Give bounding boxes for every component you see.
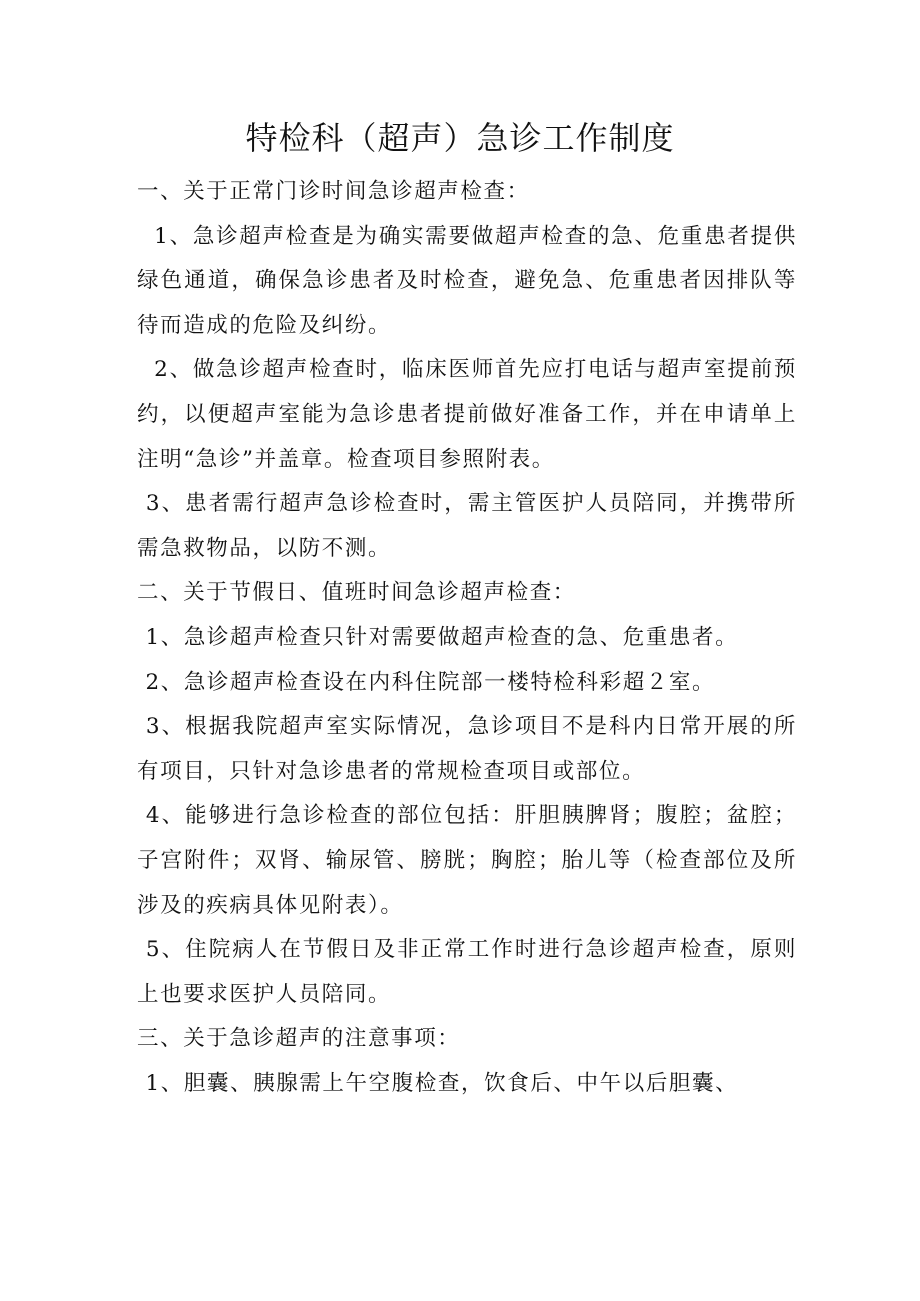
section-heading-1: 一、关于正常门诊时间急诊超声检查： <box>137 179 530 204</box>
paragraph-3-1: 1、胆囊、胰腺需上午空腹检查，饮食后、中午以后胆囊、 <box>137 1070 739 1096</box>
document-body <box>137 170 797 1106</box>
paragraph-1-3: 3、患者需行超声急诊检查时，需主管医护人员陪同，并携带所需急救物品，以防不测。 <box>137 491 798 561</box>
paragraph-2-3: 3、根据我院超声室实际情况，急诊项目不是科内日常开展的所有项目，只针对急诊患者的常规检查项目或部位。 <box>137 714 798 784</box>
paragraph-1-1: 1、急诊超声检查是为确实需要做超声检查的急、危重患者提供绿色通道，确保急诊患者及时检查，避免急、危重患者因排队等待而造成的危险及纠纷。 <box>137 223 797 338</box>
paragraph-1-2: 2、做急诊超声检查时，临床医师首先应打电话与超声室提前预约，以便超声室能为急诊患者提前做好准备工作，并在申请单上注明“急诊”并盖章。检查项目参照附表。 <box>137 357 797 472</box>
document-title: 特检科（超声）急诊工作制度 <box>245 119 675 157</box>
paragraph-2-4: 4、能够进行急诊检查的部位包括：肝胆胰脾肾；腹腔；盆腔；子宫附件；双肾、输尿管、膀胱；胸腔；胎儿等（检查部位及所涉及的疾病具体见附表）。 <box>137 803 798 918</box>
paragraph-2-5: 5、住院病人在节假日及非正常工作时进行急诊超声检查，原则上也要求医护人员陪同。 <box>137 937 798 1007</box>
paragraph-2-2: 2、急诊超声检查设在内科住院部一楼特检科彩超２室。 <box>137 669 716 695</box>
paragraph-2-1: 1、急诊超声检查只针对需要做超声检查的急、危重患者。 <box>137 624 739 650</box>
section-heading-2: 二、关于节假日、值班时间急诊超声检查： <box>137 580 576 606</box>
section-heading-3: 三、关于急诊超声的注意事项： <box>137 1026 461 1052</box>
